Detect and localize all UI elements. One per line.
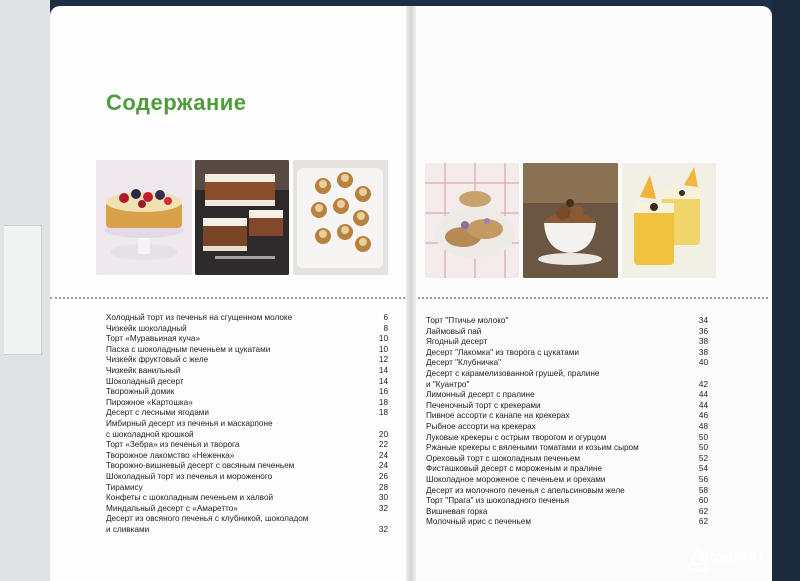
toc-entry-title: Конфеты с шоколадным печеньем и халвой bbox=[106, 493, 274, 503]
toc-entry bbox=[426, 475, 708, 486]
toc-entry-title: Чизкейк ванильный bbox=[106, 365, 181, 375]
toc-entry bbox=[106, 324, 388, 335]
toc-entry bbox=[106, 525, 388, 536]
toc-entry-title: Чизкейк шоколадный bbox=[106, 323, 187, 333]
toc-entry-title: Молочный ирис с печеньем bbox=[426, 517, 531, 527]
toc-entry-page: 22 bbox=[378, 440, 388, 450]
toc-entry bbox=[426, 496, 708, 507]
toc-entry bbox=[426, 316, 708, 327]
glass-desserts-photo bbox=[622, 163, 716, 278]
toc-entry-page: 32 bbox=[378, 524, 388, 534]
toc-entry-title: Холодный торт из печенья на сгущенном молоке bbox=[106, 313, 293, 322]
toc-entry bbox=[426, 358, 708, 369]
page-title: Содержание bbox=[106, 90, 247, 115]
toc-entry-title: Чизкейк фруктовый с желе bbox=[106, 355, 209, 365]
toc-entry bbox=[106, 472, 388, 483]
toc-right-list bbox=[426, 316, 708, 528]
divider-left bbox=[50, 297, 405, 299]
toc-entry-page: 18 bbox=[378, 397, 388, 407]
toc-entry-title: Шоколадный торт из печенья и мороженого bbox=[106, 471, 273, 481]
toc-entry bbox=[426, 348, 708, 359]
page-edge-right bbox=[772, 0, 800, 581]
toc-entry-title: Торт «Муравьиная куча» bbox=[106, 334, 200, 344]
toc-entry-title: Творожно-вишневый десерт с овсяным печеньем bbox=[106, 461, 295, 471]
toc-entry-page: 52 bbox=[698, 453, 708, 463]
toc-entry-page: 56 bbox=[698, 474, 708, 484]
toc-entry-title: Печеночный торт с крекерами bbox=[426, 400, 541, 410]
toc-entry-page: 24 bbox=[378, 461, 388, 471]
toc-entry-page: 20 bbox=[378, 429, 388, 439]
toc-entry-title: Миндальный десерт с «Амаретто» bbox=[106, 503, 238, 513]
toc-entry bbox=[426, 401, 708, 412]
toc-entry-page: 36 bbox=[698, 326, 708, 336]
toc-entry-title: Вишневая горка bbox=[426, 506, 488, 516]
toc-entry-page: 50 bbox=[698, 432, 708, 442]
toc-entry bbox=[106, 377, 388, 388]
toc-entry bbox=[106, 440, 388, 451]
toc-entry-title: Пивное ассорти с канапе на крекерах bbox=[426, 411, 570, 421]
toc-entry bbox=[106, 461, 388, 472]
toc-entry-page: 16 bbox=[378, 387, 388, 397]
toc-entry-page: 38 bbox=[698, 337, 708, 347]
toc-entry bbox=[106, 387, 388, 398]
book-gutter bbox=[406, 6, 416, 581]
divider-right bbox=[418, 297, 768, 299]
toc-entry-title: и сливками bbox=[106, 524, 150, 534]
toc-entry-page: 42 bbox=[698, 379, 708, 389]
toc-entry bbox=[106, 504, 388, 515]
toc-entry bbox=[426, 443, 708, 454]
toc-entry bbox=[426, 507, 708, 518]
toc-entry-title: Творожное лакомство «Неженка» bbox=[106, 450, 235, 460]
toc-entry-page: 28 bbox=[378, 482, 388, 492]
cupcakes-photo bbox=[293, 160, 388, 275]
toc-entry-page: 26 bbox=[378, 471, 388, 481]
toc-entry-page: 38 bbox=[698, 347, 708, 357]
toc-entry-title: Рыбное ассорти на крекерах bbox=[426, 421, 536, 431]
toc-entry-page: 60 bbox=[698, 496, 708, 506]
toc-entry bbox=[426, 422, 708, 433]
toc-entry-title: Десерт с карамелизованной грушей, пралине bbox=[426, 368, 600, 378]
toc-entry-page: 12 bbox=[378, 355, 388, 365]
toc-left-list bbox=[106, 313, 388, 535]
toc-entry-title: Шоколадное мороженое с печеньем и орехами bbox=[426, 474, 606, 484]
toc-entry-title: Лаймовый пай bbox=[426, 326, 482, 336]
toc-entry-title: с шоколадной крошкой bbox=[106, 429, 194, 439]
toc-entry-title: Творожный домик bbox=[106, 387, 175, 397]
toc-entry-title: Луковые крекеры с острым творогом и огурцом bbox=[426, 432, 607, 442]
toc-entry bbox=[426, 517, 708, 528]
toc-entry-page: 50 bbox=[698, 443, 708, 453]
toc-entry-page: 44 bbox=[698, 400, 708, 410]
bookmark-tab bbox=[4, 225, 42, 355]
layered-cake-photo bbox=[195, 160, 289, 275]
toc-entry bbox=[426, 369, 708, 380]
toc-entry-title: Ореховый торт с шоколадным печеньем bbox=[426, 453, 581, 463]
toc-entry-title: Шоколадный десерт bbox=[106, 376, 184, 386]
toc-entry-page: 6 bbox=[383, 313, 388, 322]
toc-entry-page: 46 bbox=[698, 411, 708, 421]
toc-entry-title: Торт "Птичье молоко" bbox=[426, 316, 509, 325]
toc-entry-page: 8 bbox=[383, 323, 388, 333]
toc-entry bbox=[106, 483, 388, 494]
fruit-cheesecake-photo bbox=[96, 160, 192, 275]
toc-entry bbox=[106, 313, 388, 324]
toc-entry-title: Ржаные крекеры с вялеными томатами и козьим сыром bbox=[426, 443, 639, 453]
toc-entry bbox=[106, 451, 388, 462]
toc-entry bbox=[106, 430, 388, 441]
toc-entry bbox=[106, 419, 388, 430]
toc-entry-page: 32 bbox=[378, 503, 388, 513]
toc-entry-page: 34 bbox=[698, 316, 708, 325]
toc-entry bbox=[106, 514, 388, 525]
toc-entry-page: 54 bbox=[698, 464, 708, 474]
toc-entry bbox=[106, 334, 388, 345]
toc-entry bbox=[106, 493, 388, 504]
toc-entry-page: 62 bbox=[698, 506, 708, 516]
toc-entry bbox=[426, 411, 708, 422]
toc-entry-page: 10 bbox=[378, 334, 388, 344]
toc-entry-title: Лимонный десерт с пралине bbox=[426, 390, 535, 400]
toc-entry-title: Десерт из молочного печенья с апельсиновым желе bbox=[426, 485, 625, 495]
toc-entry-page: 14 bbox=[378, 365, 388, 375]
toc-entry bbox=[426, 337, 708, 348]
toc-entry bbox=[106, 408, 388, 419]
toc-entry bbox=[426, 390, 708, 401]
toc-entry-page: 18 bbox=[378, 408, 388, 418]
toc-entry-title: Десерт из овсяного печенья с клубникой, шоколадом bbox=[106, 514, 309, 524]
toc-entry-title: Десерт с лесными ягодами bbox=[106, 408, 209, 418]
toc-entry bbox=[426, 380, 708, 391]
toc-entry-page: 10 bbox=[378, 344, 388, 354]
toc-entry-page: 24 bbox=[378, 450, 388, 460]
toc-entry-title: Торт «Зебра» из печенья и творога bbox=[106, 440, 240, 450]
toc-entry bbox=[106, 345, 388, 356]
toc-entry bbox=[426, 454, 708, 465]
toc-entry bbox=[426, 433, 708, 444]
watermark-text: абиринт bbox=[700, 548, 766, 565]
toc-entry-title: Пасха с шоколадным печеньем и цукатами bbox=[106, 344, 271, 354]
toc-entry-page: 14 bbox=[378, 376, 388, 386]
toc-entry-title: Торт "Прага" из шоколадного печенья bbox=[426, 496, 570, 506]
toc-entry-title: Десерт "Лакомка" из творога с цукатами bbox=[426, 347, 579, 357]
toc-entry-title: Ягодный десерт bbox=[426, 337, 488, 347]
toc-entry bbox=[426, 327, 708, 338]
toc-entry-page: 44 bbox=[698, 390, 708, 400]
toc-entry-page: 62 bbox=[698, 517, 708, 527]
toc-entry bbox=[426, 464, 708, 475]
toc-entry-title: Десерт "Клубничка" bbox=[426, 358, 502, 368]
toc-entry bbox=[106, 398, 388, 409]
toc-entry-page: 30 bbox=[378, 493, 388, 503]
toc-entry-title: Имбирный десерт из печенья и маскарпоне bbox=[106, 418, 273, 428]
cup-dessert-photo bbox=[523, 163, 618, 278]
toc-entry-page: 58 bbox=[698, 485, 708, 495]
crackers-photo bbox=[425, 163, 519, 278]
toc-entry-page: 48 bbox=[698, 421, 708, 431]
toc-entry-page: 40 bbox=[698, 358, 708, 368]
toc-entry-title: Тирамису bbox=[106, 482, 143, 492]
toc-entry-title: Фисташковый десерт с мороженым и пралине bbox=[426, 464, 603, 474]
scanner-edge bbox=[0, 0, 50, 581]
toc-entry bbox=[106, 355, 388, 366]
toc-entry bbox=[426, 486, 708, 497]
toc-entry-title: Пирожное «Картошка» bbox=[106, 397, 193, 407]
toc-entry bbox=[106, 366, 388, 377]
toc-entry-title: и "Куантро" bbox=[426, 379, 470, 389]
